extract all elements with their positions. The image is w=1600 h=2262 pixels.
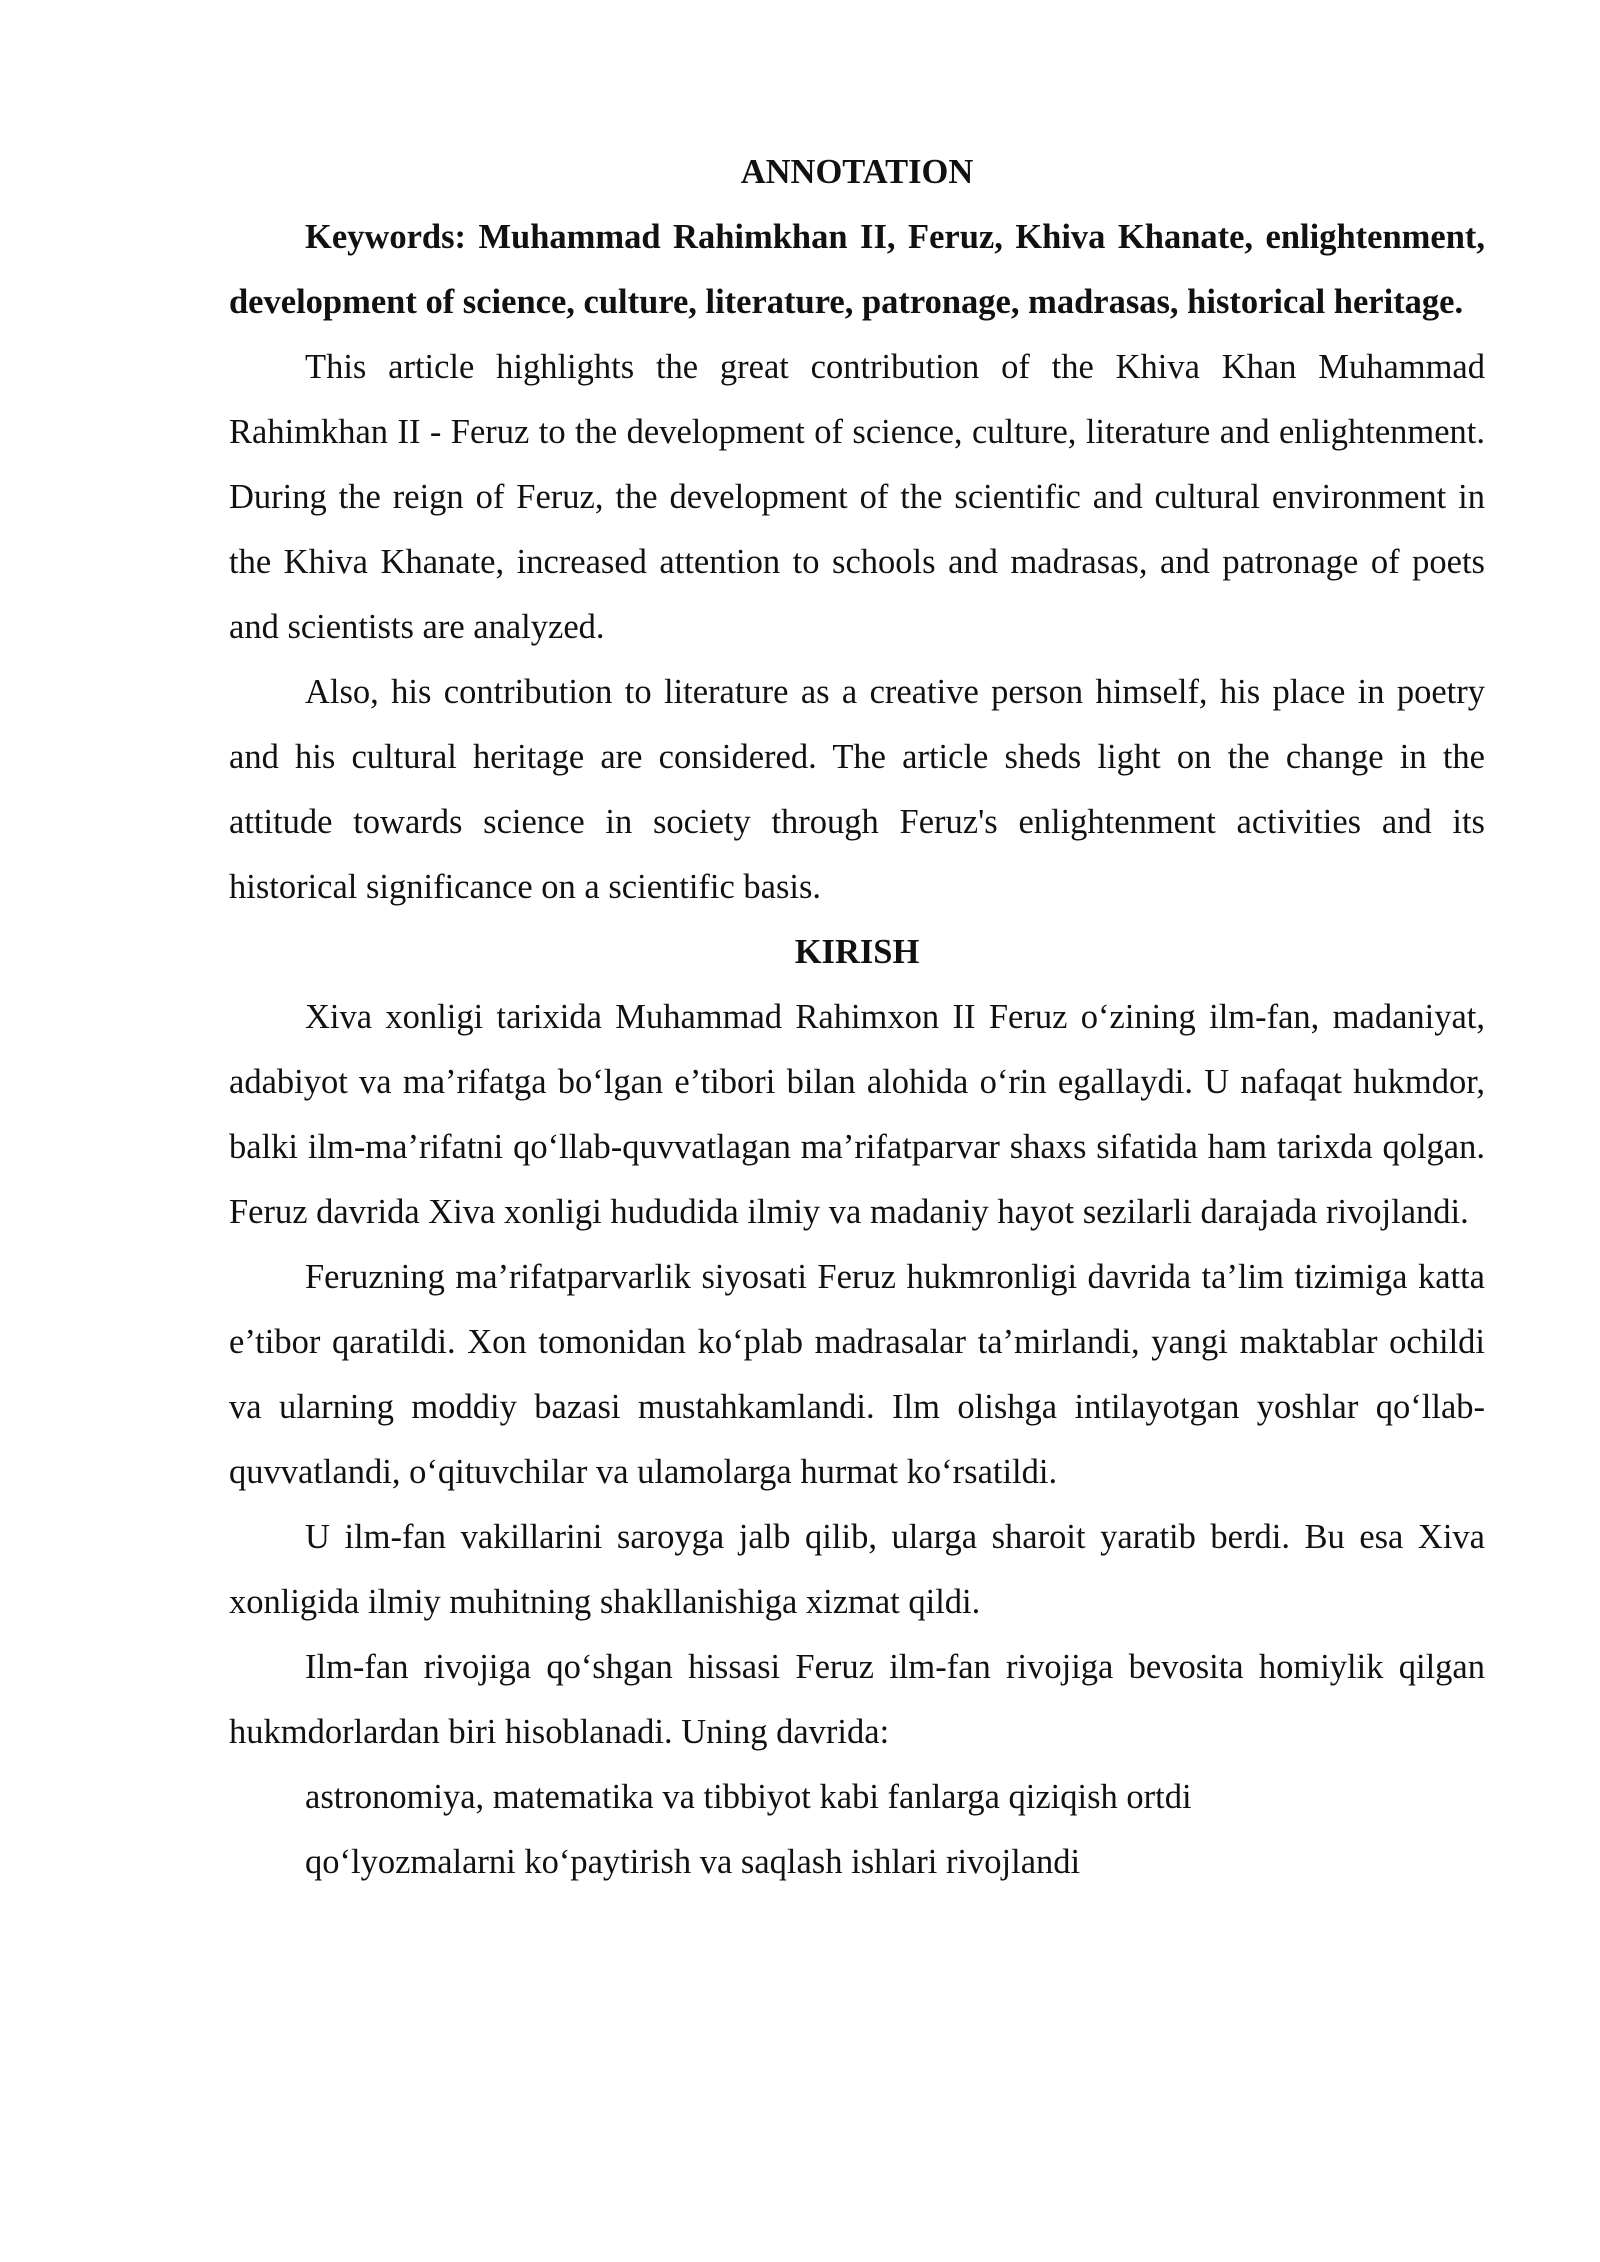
kirish-paragraph-2: Feruzning ma’rifatparvarlik siyosati Feruz hukmronligi davrida ta’lim tizimiga katta e’tibor qaratildi. Xon tomonidan ko‘plab madrasalar ta’mirlandi, yangi maktablar ochildi va ularning moddiy bazasi mustahkamlandi. Ilm olishga intilayotgan yoshlar qo‘llab-quvvatlandi, o‘qituvchilar va ulamolarga hurmat ko‘rsatildi. <box>229 1258 1485 1491</box>
kirish-paragraph-3: U ilm-fan vakillarini saroyga jalb qilib, ularga sharoit yaratib berdi. Bu esa Xiva xonligida ilmiy muhitning shakllanishiga xizmat qildi. <box>229 1518 1485 1621</box>
kirish-paragraph-1: Xiva xonligi tarixida Muhammad Rahimxon II Feruz o‘zining ilm-fan, madaniyat, adabiyot va ma’rifatga bo‘lgan e’tibori bilan alohida o‘rin egallaydi. U nafaqat hukmdor, balki ilm-ma’rifatni qo‘llab-quvvatlagan ma’rifatparvar shaxs sifatida ham tarixda qolgan. Feruz davrida Xiva xonligi hududida ilmiy va madaniy hayot sezilarli darajada rivojlandi. <box>229 998 1485 1231</box>
keywords-paragraph: Keywords: Muhammad Rahimkhan II, Feruz, Khiva Khanate, enlightenment, development of science, culture, literature, patronage, madrasas, historical heritage. <box>229 218 1485 321</box>
annotation-paragraph-2: Also, his contribution to literature as a creative person himself, his place in poetry and his cultural heritage are considered. The article sheds light on the change in the attitude towards science in society through Feruz's enlightenment activities and its historical significance on a scientific basis. <box>229 673 1485 906</box>
list-item: qo‘lyozmalarni ko‘paytirish va saqlash ishlari rivojlandi <box>305 1843 1081 1881</box>
list-item: astronomiya, matematika va tibbiyot kabi fanlarga qiziqish ortdi <box>305 1778 1192 1816</box>
kirish-heading: KIRISH <box>794 933 920 971</box>
document-page <box>229 140 1485 1895</box>
annotation-paragraph-1: This article highlights the great contribution of the Khiva Khan Muhammad Rahimkhan II - Feruz to the development of science, culture, literature and enlightenment. During the reign of Feruz, the development of the scientific and cultural environment in the Khiva Khanate, increased attention to schools and madrasas, and patronage of poets and scientists are analyzed. <box>229 348 1485 646</box>
annotation-heading: ANNOTATION <box>740 153 974 191</box>
kirish-paragraph-4: Ilm-fan rivojiga qo‘shgan hissasi Feruz ilm-fan rivojiga bevosita homiylik qilgan hukmdorlardan biri hisoblanadi. Uning davrida: <box>229 1648 1485 1751</box>
